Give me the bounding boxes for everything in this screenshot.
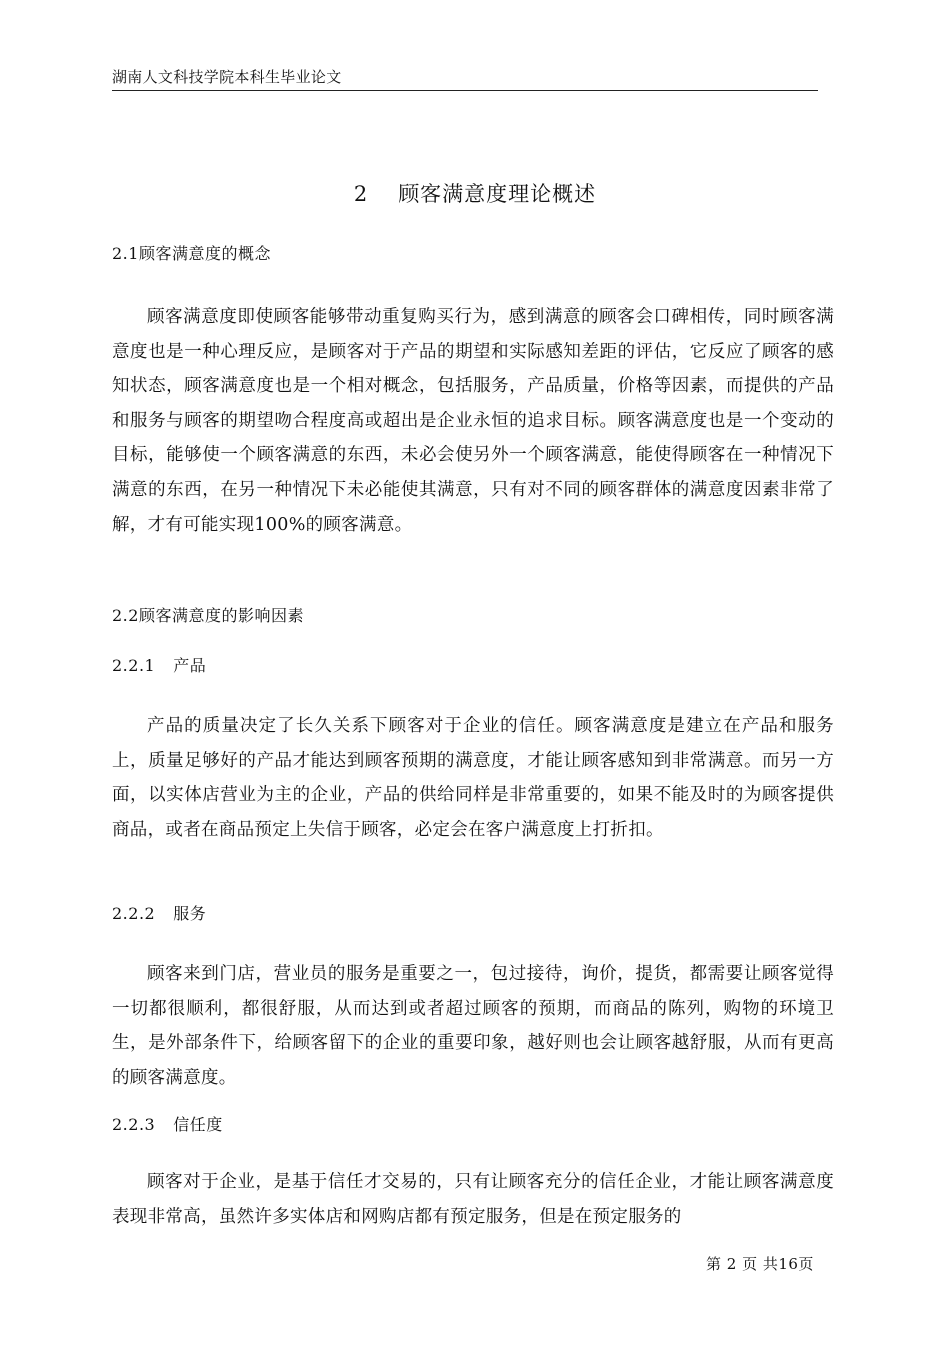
paragraph-2-2-3: 顾客对于企业，是基于信任才交易的，只有让顾客充分的信任企业，才能让顾客满意度表现非常高，虽然许多实体店和网购店都有预定服务，但是在预定服务的 [112, 1172, 834, 1227]
paragraph-2-2-1: 产品的质量决定了长久关系下顾客对于企业的信任。顾客满意度是建立在产品和服务上，质量足够好的产品才能达到顾客预期的满意度，才能让顾客感知到非常满意。而另一方面，以实体店营业为主的企业，产品的供给同样是非常重要的，如果不能及时的为顾客提供商品，或者在商品预定上失信于顾客，必定会在客户满意度上打折扣。 [112, 716, 834, 840]
subsection-number: 2.2.1 [112, 656, 156, 675]
chapter-title-text: 顾客满意度理论概述 [398, 182, 597, 206]
subsection-number: 2.2.2 [112, 904, 156, 923]
subsection-number: 2.2.3 [112, 1115, 156, 1134]
page-footer [706, 1254, 814, 1274]
chapter-title [0, 180, 950, 208]
section-heading-2-2-text: 2.2顾客满意度的影响因素 [112, 606, 304, 625]
subsection-heading-2-2-2 [112, 903, 206, 925]
section-heading-2-2 [112, 605, 304, 627]
subsection-title: 服务 [173, 904, 207, 923]
subsection-heading-2-2-3 [112, 1114, 223, 1136]
paragraph-2-1: 顾客满意度即使顾客能够带动重复购买行为，感到满意的顾客会口碑相传，同时顾客满意度也是一种心理反应，是顾客对于产品的期望和实际感知差距的评估，它反应了顾客的感知状态，顾客满意度也是一个相对概念，包括服务，产品质量，价格等因素，而提供的产品和服务与顾客的期望吻合程度高或超出是企业永恒的追求目标。顾客满意度也是一个变动的目标，能够使一个顾客满意的东西，未必会使另外一个顾客满意，能使得顾客在一种情况下满意的东西，在另一种情况下未必能使其满意，只有对不同的顾客群体的满意度因素非常了解，才有可能实现100%的顾客满意。 [112, 307, 834, 535]
page-number: 第 2 页 共16页 [706, 1255, 814, 1273]
subsection-title: 信任度 [173, 1115, 223, 1134]
chapter-number: 2 [353, 182, 369, 206]
section-heading-2-1 [112, 243, 271, 265]
section-heading-2-1-text: 2.1顾客满意度的概念 [112, 244, 271, 263]
running-header [112, 66, 818, 91]
header-title: 湖南人文科技学院本科生毕业论文 [112, 68, 342, 86]
paragraph-2-2-2: 顾客来到门店，营业员的服务是重要之一，包过接待，询价，提货，都需要让顾客觉得一切都很顺利，都很舒服，从而达到或者超过顾客的预期，而商品的陈列，购物的环境卫生，是外部条件下，给顾客留下的企业的重要印象，越好则也会让顾客越舒服，从而有更高的顾客满意度。 [112, 964, 834, 1088]
subsection-heading-2-2-1 [112, 655, 206, 677]
subsection-title: 产品 [173, 656, 207, 675]
